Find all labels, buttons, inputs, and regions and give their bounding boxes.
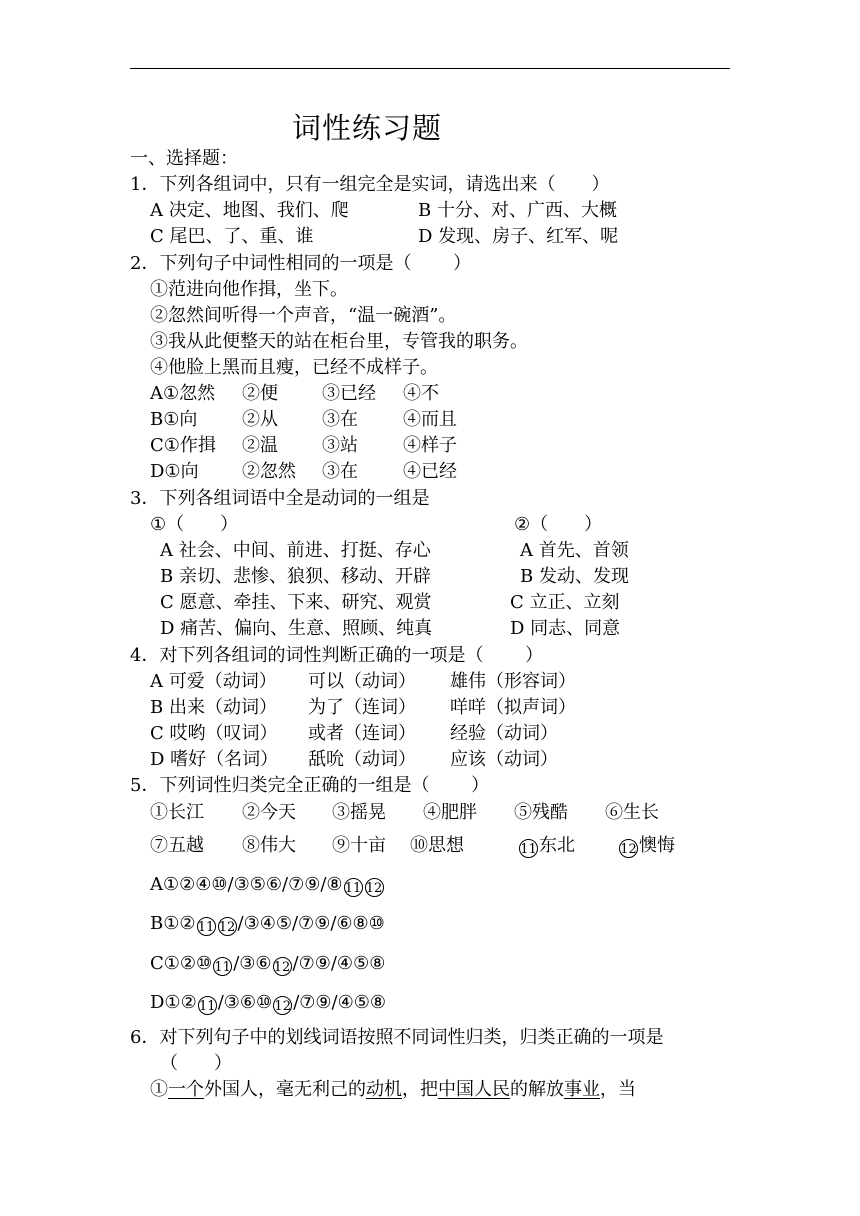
q1-option-d: D 发现、房子、红军、呢 <box>418 226 619 247</box>
q2-option-a-4: ④不 <box>403 383 439 404</box>
q3-left-option-c: C 愿意、牵挂、下来、研究、观赏 <box>160 592 432 613</box>
q2-sentence-4: ④他脸上黑而且瘦，已经不成样子。 <box>150 357 438 378</box>
q2-stem: 2．下列句子中词性相同的一项是（ ） <box>130 253 472 274</box>
q4-c-2: 或者（连词） <box>308 723 416 744</box>
q2-option-a-1: A①忽然 <box>150 383 216 404</box>
q5-option-a: A①②④⑩/③⑤⑥/⑦⑨/⑧ 11 12 <box>150 874 383 896</box>
circled-number-11: 11 <box>197 917 216 936</box>
q4-a-2: 可以（动词） <box>308 671 416 692</box>
q2-option-d-1: D①向 <box>150 461 199 482</box>
circled-number-11: 11 <box>344 878 363 897</box>
q2-sentence-1: ①范进向他作揖，坐下。 <box>150 279 348 300</box>
q5-word-3: ③摇晃 <box>332 802 386 823</box>
q2-option-d-3: ③在 <box>322 461 358 482</box>
q3-right-option-b: B 发动、发现 <box>520 566 629 587</box>
q4-c-3: 经验（动词） <box>450 723 558 744</box>
q3-part-2: ②（ ） <box>514 514 603 535</box>
q3-stem: 3．下列各组词语中全是动词的一组是 <box>130 488 430 509</box>
q2-option-b-4: ④而且 <box>403 409 457 430</box>
q5-option-b: B①② 11 12 /③④⑤/⑦⑨/⑥⑧⑩ <box>150 913 385 935</box>
q2-option-c-4: ④样子 <box>403 435 457 456</box>
q2-option-c-2: ②温 <box>242 435 278 456</box>
q6-stem: 6．对下列句子中的划线词语按照不同词性归类，归类正确的一项是 <box>130 1027 664 1048</box>
q3-right-option-a: A 首先、首领 <box>520 540 629 561</box>
q2-option-a-2: ②便 <box>242 383 278 404</box>
q5-word-2: ②今天 <box>242 802 296 823</box>
circled-number-11: 11 <box>213 957 232 976</box>
q4-stem: 4．对下列各组词的词性判断正确的一项是（ ） <box>130 645 544 666</box>
q4-d-1: D 嗜好（名词） <box>150 749 279 770</box>
q5-option-d: D①② 11 /③⑥⑩ 12 /⑦⑨/④⑤⑧ <box>150 992 387 1014</box>
q4-a-1: A 可爱（动词） <box>150 671 277 692</box>
q4-d-3: 应该（动词） <box>450 749 558 770</box>
q2-option-b-3: ③在 <box>322 409 358 430</box>
q3-left-option-d: D 痛苦、偏向、生意、照顾、纯真 <box>160 618 433 639</box>
header-rule <box>130 68 730 69</box>
q4-c-1: C 哎哟（叹词） <box>150 723 278 744</box>
q1-option-c: C 尾巴、了、重、谁 <box>150 226 314 247</box>
q5-word-7: ⑦五越 <box>150 835 204 856</box>
q4-d-2: 舐吮（动词） <box>308 749 416 770</box>
q3-part-1: ①（ ） <box>150 514 239 535</box>
section-heading: 一、选择题： <box>130 148 238 169</box>
q5-word-5: ⑤残酷 <box>514 802 568 823</box>
page-title: 词性练习题 <box>292 111 443 145</box>
q2-sentence-2: ②忽然间听得一个声音，“温一碗酒”。 <box>150 305 457 326</box>
q5-word-11: 11 东北 <box>520 835 575 857</box>
circled-number-12: 12 <box>365 878 384 897</box>
q1-stem: 1．下列各组词中，只有一组完全是实词，请选出来（ ） <box>130 174 610 195</box>
q5-word-9: ⑨十亩 <box>332 835 386 856</box>
q3-left-option-a: A 社会、中间、前进、打挺、存心 <box>160 540 431 561</box>
q3-right-option-d: D 同志、同意 <box>510 618 621 639</box>
q2-option-b-2: ②从 <box>242 409 278 430</box>
q1-option-b: B 十分、对、广西、大概 <box>418 200 617 221</box>
q2-option-c-1: C①作揖 <box>150 435 216 456</box>
q2-option-c-3: ③站 <box>322 435 358 456</box>
circled-number-11: 11 <box>519 839 538 858</box>
q5-word-6: ⑥生长 <box>605 802 659 823</box>
q4-b-1: B 出来（动词） <box>150 697 277 718</box>
q4-b-2: 为了（连词） <box>308 697 416 718</box>
q6-sentence: ①一个外国人，毫无利己的动机，把中国人民的解放事业，当 <box>150 1079 636 1100</box>
q5-word-1: ①长江 <box>150 802 204 823</box>
q5-stem: 5．下列词性归类完全正确的一组是（ ） <box>130 775 490 796</box>
q5-option-c: C①②⑩ 11 /③⑥ 12 /⑦⑨/④⑤⑧ <box>150 953 386 975</box>
q5-word-4: ④肥胖 <box>423 802 477 823</box>
q2-option-d-2: ②忽然 <box>242 461 296 482</box>
q3-right-option-c: C 立正、立刻 <box>510 592 620 613</box>
q6-answer-paren: （ ） <box>160 1053 232 1074</box>
underlined-word: 中国人民 <box>438 1079 510 1100</box>
q2-sentence-3: ③我从此便整天的站在柜台里，专管我的职务。 <box>150 331 528 352</box>
circled-number-12: 12 <box>273 996 292 1015</box>
q2-option-d-4: ④已经 <box>403 461 457 482</box>
circled-number-12: 12 <box>619 839 638 858</box>
circled-number-12: 12 <box>273 957 292 976</box>
q5-word-8: ⑧伟大 <box>242 835 296 856</box>
q2-option-a-3: ③已经 <box>322 383 376 404</box>
circled-number-12: 12 <box>218 917 237 936</box>
q5-word-12: 12 懊悔 <box>620 835 675 857</box>
underlined-word: 动机 <box>366 1079 402 1100</box>
q4-b-3: 咩咩（拟声词） <box>450 697 576 718</box>
circled-number-11: 11 <box>198 996 217 1015</box>
q1-option-a: A 决定、地图、我们、爬 <box>150 200 349 221</box>
q5-word-10: ⑩思想 <box>410 835 464 856</box>
q4-a-3: 雄伟（形容词） <box>450 671 576 692</box>
underlined-word: 事业 <box>564 1079 600 1100</box>
q3-left-option-b: B 亲切、悲惨、狼狈、移动、开辟 <box>160 566 431 587</box>
q2-option-b-1: B①向 <box>150 409 198 430</box>
underlined-word: 一个 <box>168 1079 204 1100</box>
